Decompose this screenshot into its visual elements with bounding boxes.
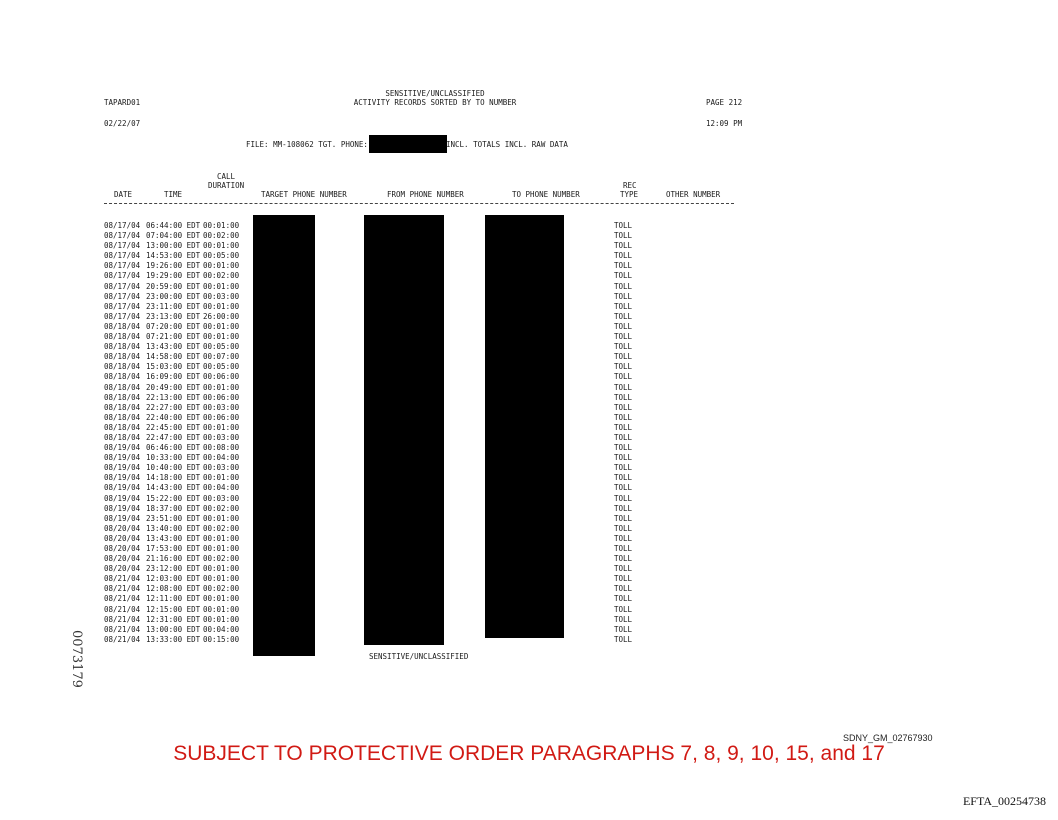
row-duration: 00:06:00 xyxy=(203,412,240,422)
row-date: 08/18/04 xyxy=(104,382,141,392)
row-time: 22:47:00 EDT xyxy=(146,432,201,442)
row-date: 08/21/04 xyxy=(104,594,141,604)
row-rec-type: TOLL xyxy=(614,493,633,503)
row-time: 13:00:00 EDT xyxy=(146,624,201,634)
row-duration: 00:05:00 xyxy=(203,342,240,352)
row-duration: 00:03:00 xyxy=(203,291,240,301)
row-date: 08/20/04 xyxy=(104,554,141,564)
row-duration: 00:03:00 xyxy=(203,402,240,412)
row-date: 08/19/04 xyxy=(104,443,141,453)
row-time: 06:46:00 EDT xyxy=(146,443,201,453)
row-duration: 00:02:00 xyxy=(203,584,240,594)
header-rule xyxy=(104,203,734,204)
row-time: 07:04:00 EDT xyxy=(146,231,201,241)
row-date: 08/18/04 xyxy=(104,432,141,442)
row-date: 08/18/04 xyxy=(104,352,141,362)
row-time: 23:51:00 EDT xyxy=(146,513,201,523)
row-rec-type: TOLL xyxy=(614,231,633,241)
row-duration: 00:03:00 xyxy=(203,463,240,473)
row-date: 08/19/04 xyxy=(104,453,141,463)
row-time: 12:15:00 EDT xyxy=(146,604,201,614)
classification-header: SENSITIVE/UNCLASSIFIED xyxy=(385,89,485,98)
row-rec-type: TOLL xyxy=(614,503,633,513)
row-duration: 00:04:00 xyxy=(203,483,240,493)
row-rec-type: TOLL xyxy=(614,261,633,271)
row-time: 12:11:00 EDT xyxy=(146,594,201,604)
row-rec-type: TOLL xyxy=(614,291,633,301)
row-time: 13:00:00 EDT xyxy=(146,241,201,251)
row-time: 22:45:00 EDT xyxy=(146,422,201,432)
row-rec-type: TOLL xyxy=(614,574,633,584)
row-duration: 00:01:00 xyxy=(203,301,240,311)
row-rec-type: TOLL xyxy=(614,311,633,321)
page-number: PAGE 212 xyxy=(706,98,743,107)
row-time: 10:33:00 EDT xyxy=(146,453,201,463)
row-time: 14:58:00 EDT xyxy=(146,352,201,362)
row-rec-type: TOLL xyxy=(614,604,633,614)
row-rec-type: TOLL xyxy=(614,473,633,483)
file-line-prefix: FILE: MM-108062 TGT. PHONE: xyxy=(246,140,368,149)
row-date: 08/17/04 xyxy=(104,261,141,271)
row-duration: 00:02:00 xyxy=(203,523,240,533)
row-time: 16:09:00 EDT xyxy=(146,372,201,382)
row-rec-type: TOLL xyxy=(614,402,633,412)
row-rec-type: TOLL xyxy=(614,443,633,453)
row-duration: 00:01:00 xyxy=(203,241,240,251)
report-title: ACTIVITY RECORDS SORTED BY TO NUMBER xyxy=(353,98,517,107)
col-duration: DURATION xyxy=(208,181,245,190)
row-duration: 00:06:00 xyxy=(203,372,240,382)
row-rec-type: TOLL xyxy=(614,614,633,624)
row-duration: 00:01:00 xyxy=(203,261,240,271)
col-date: DATE xyxy=(114,190,133,199)
row-date: 08/18/04 xyxy=(104,422,141,432)
row-rec-type: TOLL xyxy=(614,483,633,493)
row-rec-type: TOLL xyxy=(614,362,633,372)
row-time: 19:29:00 EDT xyxy=(146,271,201,281)
row-duration: 00:01:00 xyxy=(203,533,240,543)
row-date: 08/19/04 xyxy=(104,503,141,513)
classification-footer: SENSITIVE/UNCLASSIFIED xyxy=(369,652,469,661)
row-date: 08/20/04 xyxy=(104,564,141,574)
row-duration: 00:04:00 xyxy=(203,453,240,463)
row-duration: 00:01:00 xyxy=(203,473,240,483)
row-duration: 00:05:00 xyxy=(203,251,240,261)
col-target: TARGET PHONE NUMBER xyxy=(261,190,347,199)
col-other: OTHER NUMBER xyxy=(666,190,721,199)
row-time: 22:40:00 EDT xyxy=(146,412,201,422)
row-duration: 00:08:00 xyxy=(203,443,240,453)
row-date: 08/17/04 xyxy=(104,271,141,281)
row-time: 20:49:00 EDT xyxy=(146,382,201,392)
row-time: 19:26:00 EDT xyxy=(146,261,201,271)
row-duration: 00:01:00 xyxy=(203,221,240,230)
report-id: TAPARD01 xyxy=(104,98,141,107)
row-date: 08/17/04 xyxy=(104,221,141,230)
row-date: 08/19/04 xyxy=(104,493,141,503)
row-rec-type: TOLL xyxy=(614,584,633,594)
row-time: 14:53:00 EDT xyxy=(146,251,201,261)
side-stamp: 0073179 xyxy=(69,630,84,688)
row-date: 08/18/04 xyxy=(104,362,141,372)
redaction-target-phone xyxy=(369,135,447,153)
row-duration: 00:02:00 xyxy=(203,554,240,564)
row-duration: 00:01:00 xyxy=(203,382,240,392)
row-date: 08/20/04 xyxy=(104,533,141,543)
row-date: 08/21/04 xyxy=(104,634,141,644)
report-date: 02/22/07 xyxy=(104,119,141,128)
row-duration: 00:01:00 xyxy=(203,281,240,291)
row-rec-type: TOLL xyxy=(614,564,633,574)
row-rec-type: TOLL xyxy=(614,332,633,342)
row-duration: 00:01:00 xyxy=(203,422,240,432)
row-time: 23:12:00 EDT xyxy=(146,564,201,574)
row-rec-type: TOLL xyxy=(614,432,633,442)
col-call: CALL xyxy=(217,172,236,181)
row-time: 13:43:00 EDT xyxy=(146,533,201,543)
redaction-target-column xyxy=(253,215,315,656)
col-to: TO PHONE NUMBER xyxy=(512,190,580,199)
row-date: 08/20/04 xyxy=(104,544,141,553)
row-duration: 00:07:00 xyxy=(203,352,240,362)
row-duration: 00:02:00 xyxy=(203,271,240,281)
protective-order-notice: SUBJECT TO PROTECTIVE ORDER PARAGRAPHS 7, 8, 9, 10, 15, and 17 xyxy=(173,742,885,765)
row-rec-type: TOLL xyxy=(614,342,633,352)
row-time: 23:00:00 EDT xyxy=(146,291,201,301)
row-duration: 00:03:00 xyxy=(203,493,240,503)
row-rec-type: TOLL xyxy=(614,453,633,463)
row-date: 08/18/04 xyxy=(104,332,141,342)
row-date: 08/17/04 xyxy=(104,251,141,261)
row-date: 08/17/04 xyxy=(104,241,141,251)
row-rec-type: TOLL xyxy=(614,554,633,564)
row-time: 14:18:00 EDT xyxy=(146,473,201,483)
row-date: 08/17/04 xyxy=(104,291,141,301)
row-date: 08/18/04 xyxy=(104,342,141,352)
row-rec-type: TOLL xyxy=(614,392,633,402)
row-duration: 00:05:00 xyxy=(203,362,240,372)
row-time: 15:22:00 EDT xyxy=(146,493,201,503)
row-time: 13:33:00 EDT xyxy=(146,634,201,644)
row-time: 23:11:00 EDT xyxy=(146,301,201,311)
row-date: 08/19/04 xyxy=(104,463,141,473)
row-time: 22:13:00 EDT xyxy=(146,392,201,402)
row-date: 08/18/04 xyxy=(104,372,141,382)
row-date: 08/18/04 xyxy=(104,321,141,331)
row-duration: 00:01:00 xyxy=(203,594,240,604)
row-rec-type: TOLL xyxy=(614,271,633,281)
row-time: 20:59:00 EDT xyxy=(146,281,201,291)
redaction-from-column xyxy=(364,215,444,645)
row-time: 12:03:00 EDT xyxy=(146,574,201,584)
row-time: 23:13:00 EDT xyxy=(146,311,201,321)
row-duration: 00:01:00 xyxy=(203,513,240,523)
row-rec-type: TOLL xyxy=(614,382,633,392)
row-duration: 00:01:00 xyxy=(203,332,240,342)
row-duration: 00:01:00 xyxy=(203,564,240,574)
row-rec-type: TOLL xyxy=(614,321,633,331)
row-duration: 00:01:00 xyxy=(203,614,240,624)
row-date: 08/21/04 xyxy=(104,604,141,614)
row-date: 08/19/04 xyxy=(104,483,141,493)
row-rec-type: TOLL xyxy=(614,513,633,523)
row-duration: 00:01:00 xyxy=(203,544,240,553)
row-rec-type: TOLL xyxy=(614,463,633,473)
row-rec-type: TOLL xyxy=(614,544,633,553)
row-date: 08/20/04 xyxy=(104,523,141,533)
row-duration: 00:04:00 xyxy=(203,624,240,634)
row-date: 08/21/04 xyxy=(104,624,141,634)
row-rec-type: TOLL xyxy=(614,523,633,533)
row-time: 13:43:00 EDT xyxy=(146,342,201,352)
row-date: 08/18/04 xyxy=(104,412,141,422)
row-time: 07:20:00 EDT xyxy=(146,321,201,331)
row-date: 08/17/04 xyxy=(104,231,141,241)
row-rec-type: TOLL xyxy=(614,422,633,432)
row-rec-type: TOLL xyxy=(614,533,633,543)
row-date: 08/18/04 xyxy=(104,402,141,412)
row-date: 08/19/04 xyxy=(104,513,141,523)
row-rec-type: TOLL xyxy=(614,624,633,634)
row-date: 08/21/04 xyxy=(104,574,141,584)
row-date: 08/21/04 xyxy=(104,614,141,624)
row-time: 22:27:00 EDT xyxy=(146,402,201,412)
row-duration: 00:01:00 xyxy=(203,604,240,614)
row-duration: 26:00:00 xyxy=(203,311,240,321)
col-rec: REC xyxy=(623,181,637,190)
row-rec-type: TOLL xyxy=(614,251,633,261)
bates-number-bottom: EFTA_00254738 xyxy=(962,794,1046,808)
bates-number-top: SDNY_GM_02767930 xyxy=(843,733,933,743)
row-rec-type: TOLL xyxy=(614,301,633,311)
row-duration: 00:06:00 xyxy=(203,392,240,402)
row-date: 08/17/04 xyxy=(104,301,141,311)
row-time: 06:44:00 EDT xyxy=(146,221,201,230)
row-duration: 00:15:00 xyxy=(203,634,240,644)
row-date: 08/19/04 xyxy=(104,473,141,483)
row-time: 15:03:00 EDT xyxy=(146,362,201,372)
row-duration: 00:03:00 xyxy=(203,432,240,442)
col-type: TYPE xyxy=(620,190,639,199)
row-time: 17:53:00 EDT xyxy=(146,544,201,553)
row-date: 08/17/04 xyxy=(104,311,141,321)
file-line-suffix: INCL. TOTALS INCL. RAW DATA xyxy=(446,140,568,149)
col-from: FROM PHONE NUMBER xyxy=(387,190,464,199)
row-time: 12:31:00 EDT xyxy=(146,614,201,624)
row-time: 14:43:00 EDT xyxy=(146,483,201,493)
report-time: 12:09 PM xyxy=(706,119,743,128)
row-time: 13:40:00 EDT xyxy=(146,523,201,533)
row-time: 21:16:00 EDT xyxy=(146,554,201,564)
col-time: TIME xyxy=(164,190,183,199)
row-time: 12:08:00 EDT xyxy=(146,584,201,594)
row-rec-type: TOLL xyxy=(614,594,633,604)
row-rec-type: TOLL xyxy=(614,281,633,291)
row-rec-type: TOLL xyxy=(614,352,633,362)
row-rec-type: TOLL xyxy=(614,241,633,251)
row-time: 18:37:00 EDT xyxy=(146,503,201,513)
row-duration: 00:01:00 xyxy=(203,574,240,584)
row-rec-type: TOLL xyxy=(614,412,633,422)
row-duration: 00:01:00 xyxy=(203,321,240,331)
row-time: 07:21:00 EDT xyxy=(146,332,201,342)
row-rec-type: TOLL xyxy=(614,372,633,382)
row-time: 10:40:00 EDT xyxy=(146,463,201,473)
row-date: 08/18/04 xyxy=(104,392,141,402)
row-duration: 00:02:00 xyxy=(203,503,240,513)
row-date: 08/21/04 xyxy=(104,584,141,594)
row-rec-type: TOLL xyxy=(614,221,633,230)
row-duration: 00:02:00 xyxy=(203,231,240,241)
row-rec-type: TOLL xyxy=(614,634,633,644)
redaction-to-column xyxy=(485,215,564,638)
row-date: 08/17/04 xyxy=(104,281,141,291)
